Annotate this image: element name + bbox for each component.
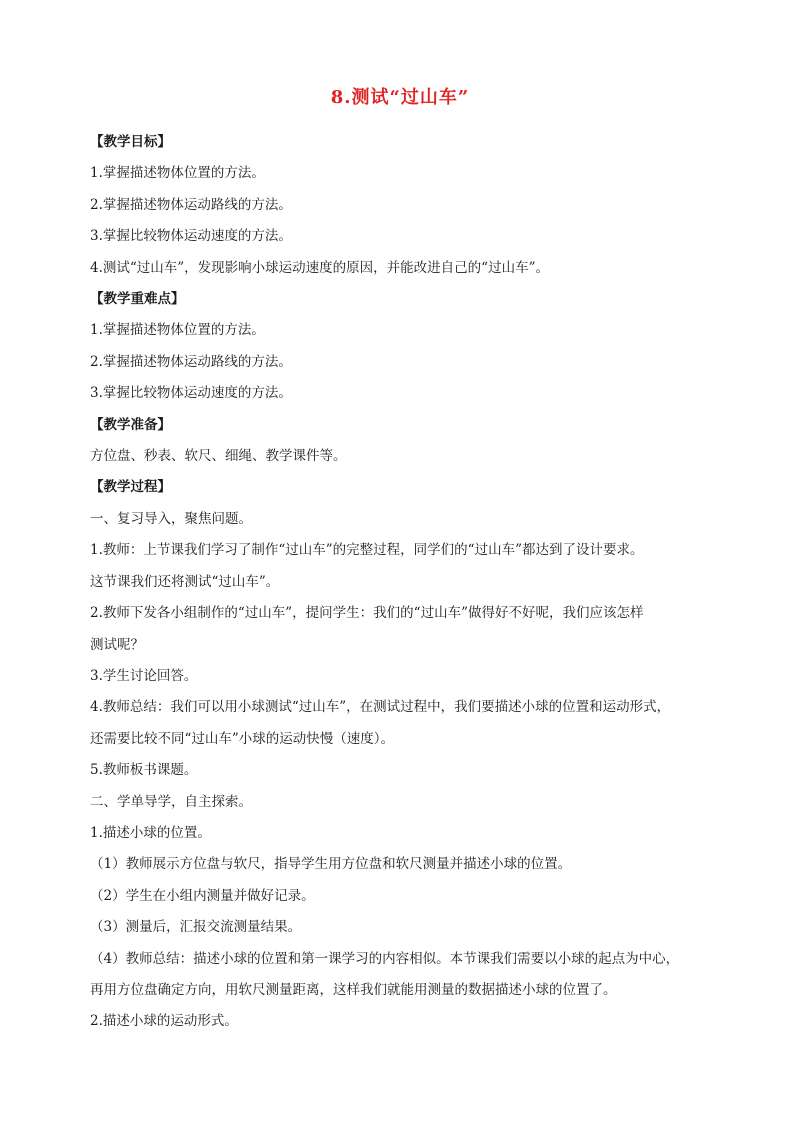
text-line: 3.学生讨论回答。	[90, 667, 198, 684]
text-line: 方位盘、秒表、软尺、细绳、教学课件等。	[90, 448, 347, 465]
text-line: 1.教师：上节课我们学习了制作“过山车”的完整过程，同学们的“过山车”都达到了设计要求。	[90, 542, 644, 559]
text-line: 4.测试“过山车”，发现影响小球运动速度的原因，并能改进自己的“过山车”。	[90, 259, 549, 276]
document-page	[90, 86, 710, 1038]
text-line: 1.掌握描述物体位置的方法。	[90, 165, 265, 182]
text-line: 这节课我们还将测试“过山车”。	[90, 573, 280, 590]
text-line: 还需要比较不同“过山车”小球的运动快慢（速度）。	[90, 730, 395, 747]
text-line: 5.教师板书课题。	[90, 762, 198, 779]
text-line: （1）教师展示方位盘与软尺，指导学生用方位盘和软尺测量并描述小球的位置。	[90, 856, 572, 873]
section-heading: 【教学过程】	[90, 479, 171, 496]
document-body	[90, 127, 710, 1038]
text-line: 测试呢？	[90, 636, 144, 653]
text-line: 一、复习导入，聚焦问题。	[90, 510, 252, 527]
text-line: 3.掌握比较物体运动速度的方法。	[90, 385, 292, 402]
text-line: （3）测量后，汇报交流测量结果。	[90, 919, 302, 936]
text-line: 2.教师下发各小组制作的“过山车”，提问学生：我们的“过山车”做得好不好呢，我们应该怎样	[90, 605, 644, 622]
text-line: 4.教师总结：我们可以用小球测试“过山车”，在测试过程中，我们要描述小球的位置和运动形式，	[90, 699, 671, 716]
text-line: 2.描述小球的运动形式。	[90, 1013, 238, 1030]
document-title: 8.测试“过山车”	[330, 87, 470, 108]
text-line: 1.描述小球的位置。	[90, 824, 211, 841]
text-line: 二、学单导学，自主探索。	[90, 793, 252, 810]
text-line: 2.掌握描述物体运动路线的方法。	[90, 353, 292, 370]
text-line: 再用方位盘确定方向，用软尺测量距离，这样我们就能用测量的数据描述小球的位置了。	[90, 981, 617, 998]
section-heading: 【教学重难点】	[90, 291, 185, 308]
text-line: 1.掌握描述物体位置的方法。	[90, 322, 265, 339]
section-heading: 【教学目标】	[90, 134, 171, 150]
text-line: 2.掌握描述物体运动路线的方法。	[90, 196, 292, 213]
text-line: （2）学生在小组内测量并做好记录。	[90, 887, 315, 904]
text-line: 3.掌握比较物体运动速度的方法。	[90, 228, 292, 245]
section-heading: 【教学准备】	[90, 416, 171, 433]
text-line: （4）教师总结：描述小球的位置和第一课学习的内容相似。本节课我们需要以小球的起点为中心，	[90, 950, 680, 967]
